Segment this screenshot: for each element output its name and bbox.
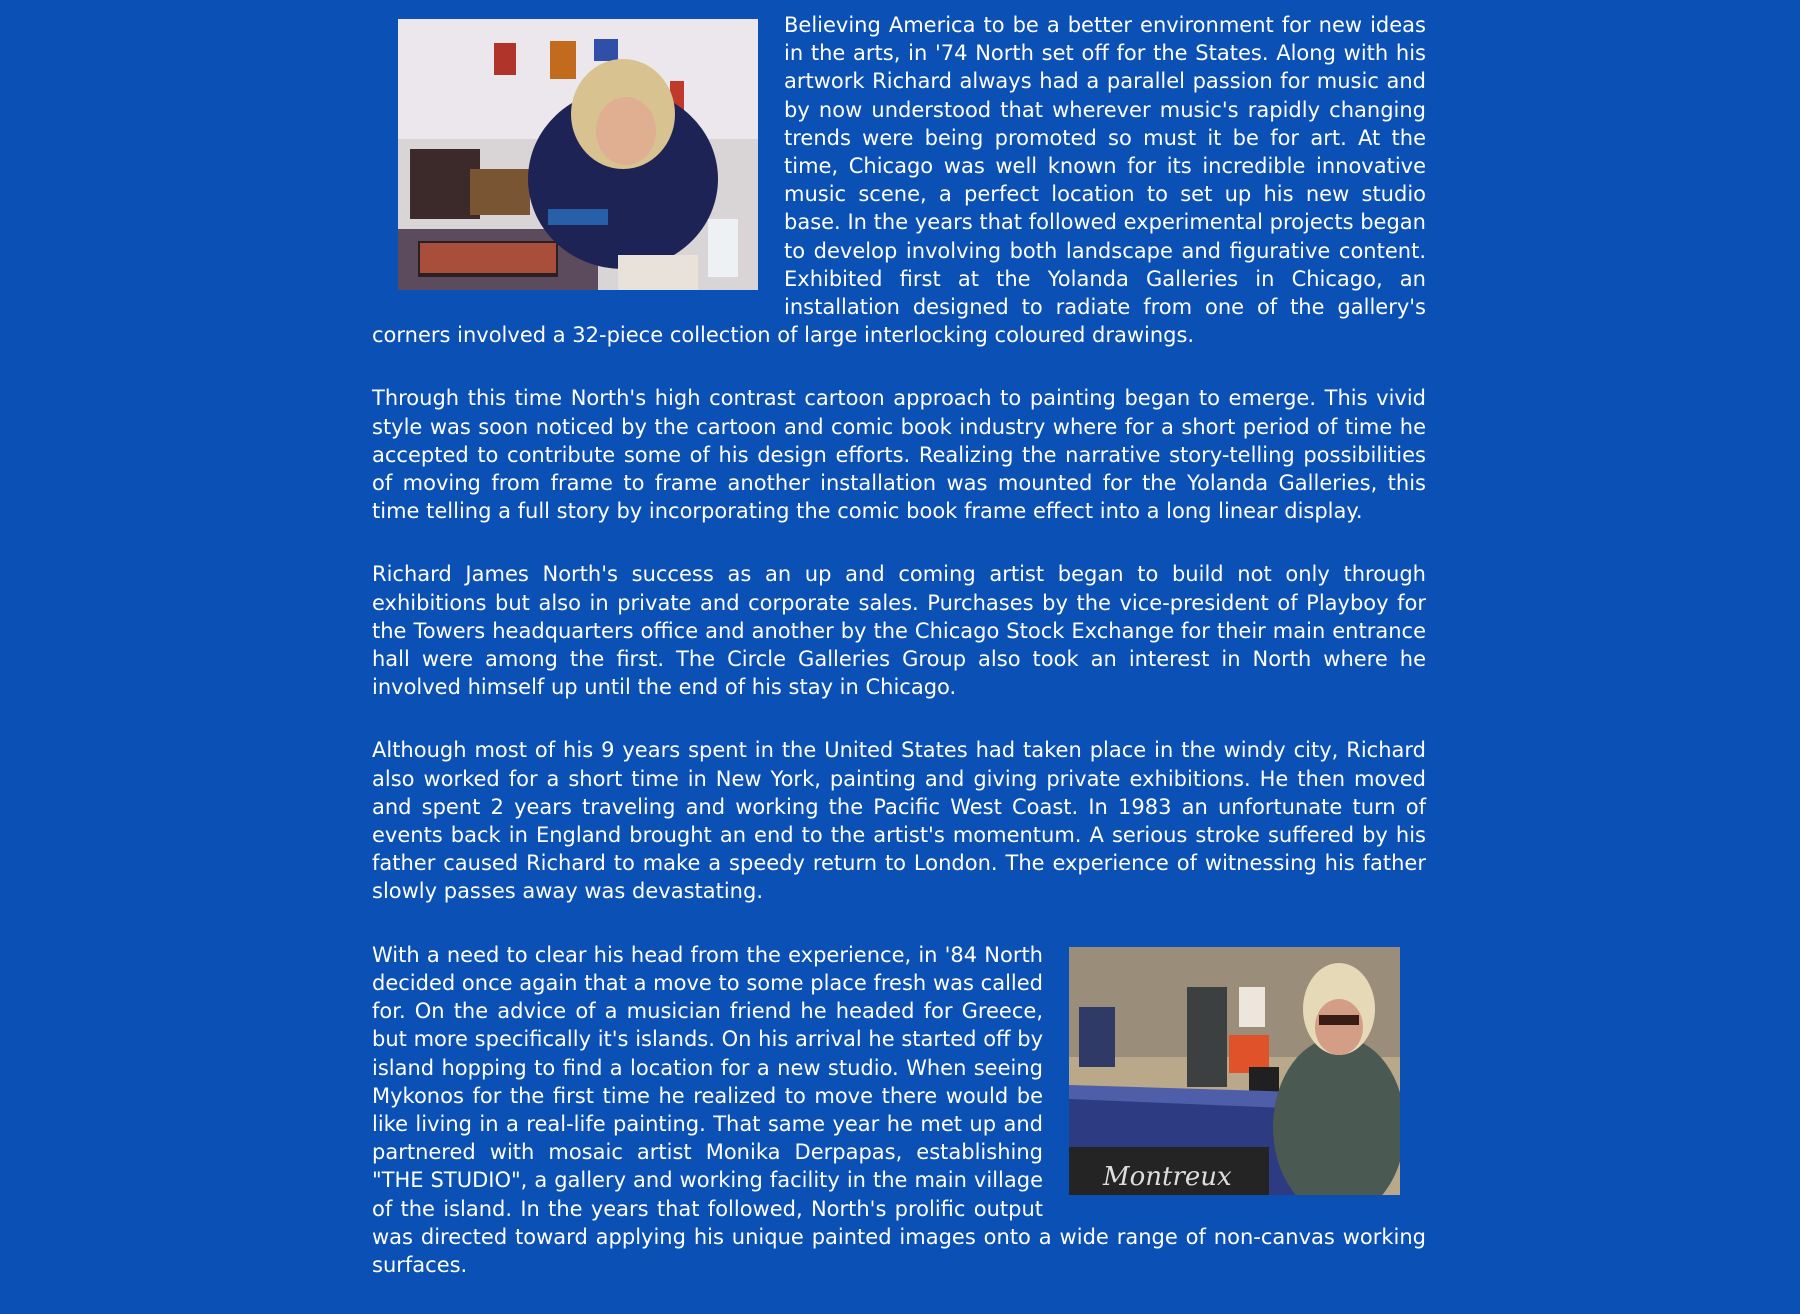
paragraph-return-london: Although most of his 9 years spent in the United States had taken place in the windy city, Richard also worked for a short time in New York, painting and giving private exhibitions. He then moved and spent 2 years traveling and working the Pacific West Coast. In 1983 an unfortunate turn of events back in England brought an end to the artist's momentum. A serious stroke suffered by his father caused Richard to make a speedy return to London. The experience of witnessing his father slowly passes away was devastating. (372, 738, 1426, 904)
paragraph-chicago (372, 11, 1426, 349)
paragraph-mykonos (372, 941, 1426, 1279)
paragraph-text: Believing America to be a better environment for new ideas in the arts, in '74 North set off for the States. Along with his artwork Richard always had a parallel passion for music and by now understood that wherever music's rapidly changing trends were being promoted so must it be for art. At the time, Chicago was well known for its incredible innovative music scene, a perfect location to set up his new studio base. In the years that followed experimental projects began to develop involving both landscape and figurative content. Exhibited first at the Yolanda Galleries in Chicago, an installation designed to radiate from one of the gallery's corners involved a 32-piece collection of large interlocking coloured drawings. (372, 13, 1426, 348)
artist-studio-photo (1069, 947, 1400, 1195)
studio-sign-text: Montreux (1103, 1161, 1232, 1192)
artist-studio-image (1069, 947, 1400, 1195)
paragraph-text: With a need to clear his head from the experience, in '84 North decided once again that a move to some place fresh was called for. On the advice of a musician friend he headed for Greece, but more specifically it's islands. On his arrival he started off by island hopping to find a location for a new studio. When seeing Mykonos for the first time he realized to move there would be like living in a real-life painting. That same year he met up and partnered with mosaic artist Monika Derpapas, establishing "THE STUDIO", a gallery and working facility in the main village of the island. In the years that followed, North's prolific output was directed toward applying his unique painted images onto a wide range of non-canvas working surfaces. (372, 942, 1426, 1277)
artist-painting-photo (398, 19, 758, 290)
paragraph-sales: Richard James North's success as an up and coming artist began to build not only through exhibitions but also in private and corporate sales. Purchases by the vice-president of Playboy for the Towers headquarters office and another by the Chicago Stock Exchange for their main entrance hall were among the first. The Circle Galleries Group also took an interest in North where he involved himself up until the end of his stay in Chicago. (372, 562, 1426, 700)
article-body (372, 11, 1426, 1314)
paragraph-cartoon-style: Through this time North's high contrast cartoon approach to painting began to emerge. This vivid style was soon noticed by the cartoon and comic book industry where for a short period of time he accepted to contribute some of his design efforts. Realizing the narrative story-telling possibilities of moving from frame to frame another installation was mounted for the Yolanda Galleries, this time telling a full story by incorporating the comic book frame effect into a long linear display. (372, 386, 1426, 524)
artist-painting-image (398, 19, 758, 290)
